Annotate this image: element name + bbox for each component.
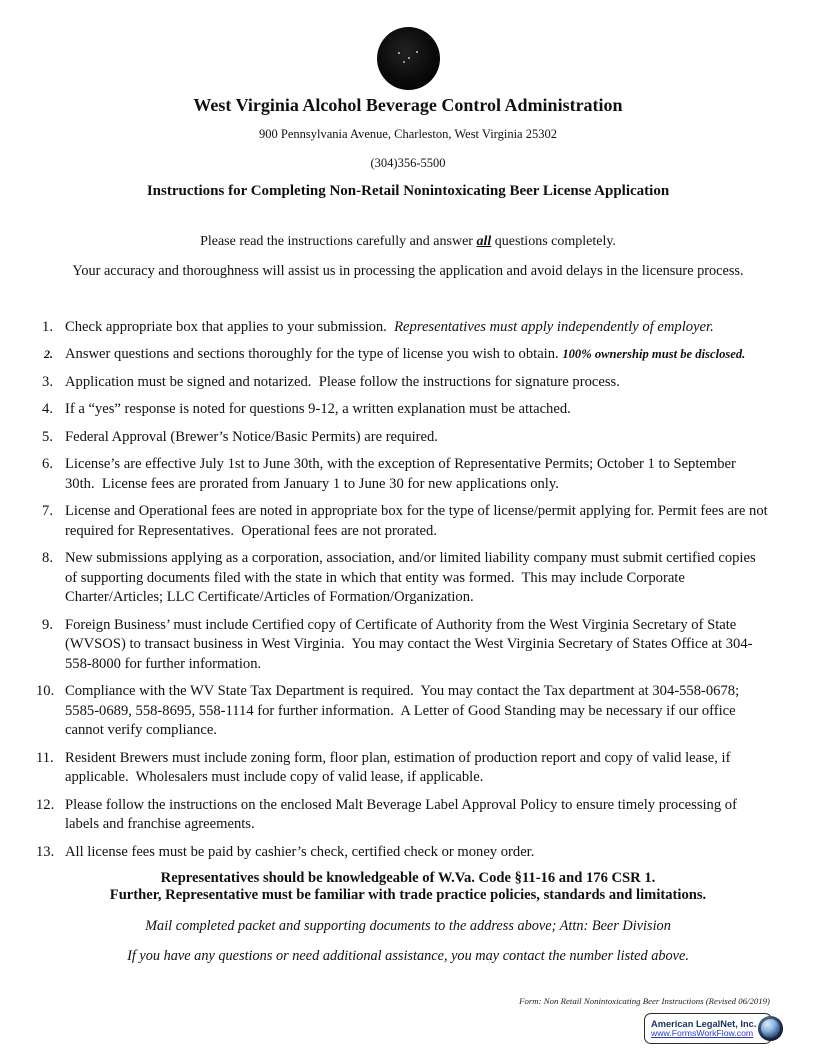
form-revision-line: Form: Non Retail Nonintoxicating Beer Instructions (Revised 06/2019) [519, 996, 770, 1006]
instruction-number: 12. [36, 796, 55, 813]
instruction-text [53, 318, 768, 338]
instruction-item-8 [36, 549, 768, 608]
wv-abca-seal-icon [377, 27, 440, 90]
org-name: West Virginia Alcohol Beverage Control Administration [193, 95, 623, 115]
questions-note: If you have any questions or need additional assistance, you may contact the number listed above. [127, 948, 689, 965]
instruction-text: If a “yes” response is noted for questions 9-12, a written explanation must be attached. [65, 401, 571, 418]
instruction-number: 6. [42, 456, 53, 473]
instruction-number: 8. [42, 550, 53, 567]
org-address: 900 Pennsylvania Avenue, Charleston, West Virginia 25302 [259, 126, 557, 141]
representative-code-note-line-1: Representatives should be knowledgeable of W.Va. Code §11-16 and 176 CSR 1. [160, 870, 656, 887]
instruction-item-5 [36, 428, 768, 448]
instruction-item-4 [36, 400, 768, 420]
formsworkflow-link[interactable]: www.FormsWorkFlow.com [651, 1027, 754, 1038]
instruction-text: Foreign Business’ must include Certified copy of Certificate of Authority from the West Virginia Secretary of State (WVSOS) to transact business in West Virginia. You may contact the West Virginia Secretary of States Office at 304-558-8000 for further information. [65, 616, 753, 672]
instruction-item-11 [36, 749, 768, 788]
instruction-number: 1. [42, 318, 53, 335]
instruction-number: 4. [42, 401, 53, 418]
instruction-item-12 [36, 796, 768, 835]
intro-all-emphasis: all [476, 233, 492, 249]
instruction-text: Application must be signed and notarized. Please follow the instructions for signature process. [65, 373, 620, 390]
instruction-item-7 [36, 502, 772, 541]
instruction-number: 13. [36, 843, 55, 860]
instruction-number: 11. [36, 749, 54, 766]
instruction-number: 7. [42, 503, 53, 520]
american-legalnet-name: American LegalNet, Inc. [651, 1018, 757, 1029]
instruction-text: Federal Approval (Brewer’s Notice/Basic Permits) are required. [65, 428, 438, 445]
instruction-number: 10. [36, 683, 55, 700]
intro-line-1 [0, 234, 816, 250]
instruction-text-main: Check appropriate box that applies to your submission. [65, 318, 395, 335]
document-title: Instructions for Completing Non-Retail Nonintoxicating Beer License Application [146, 182, 670, 199]
instruction-number: 3. [42, 373, 53, 390]
instruction-number: 2. [44, 347, 53, 362]
instruction-text: License and Operational fees are noted in appropriate box for the type of license/permit applying for. Permit fees are not required for Representatives. Operational fees are not prorated. [65, 503, 772, 539]
instruction-text: License’s are effective July 1st to June 30th, with the exception of Representative Permits; October 1 to September 30th. License fees are prorated from January 1 to June 30 for new applications only. [65, 456, 740, 492]
instruction-item-3 [36, 373, 768, 393]
instruction-text: Resident Brewers must include zoning form, floor plan, estimation of production report and copy of valid lease, if applicable. Wholesalers must include copy of valid lease, if applicable. [65, 749, 735, 786]
instruction-text: All license fees must be paid by cashier’s check, certified check or money order. [65, 843, 535, 860]
instruction-emphasis: 100% ownership must be disclosed. [562, 347, 746, 362]
instruction-number: 5. [42, 428, 53, 445]
instruction-item-2 [36, 345, 768, 365]
instruction-emphasis: Representatives must apply independently of employer. [394, 318, 714, 335]
instruction-text: Compliance with the WV State Tax Department is required. You may contact the Tax department at 304-558-0678; 5585-0689, 558-8695, 558-1114 for further information. A Letter of Good Standing may be necessary if our office cannot verify compliance. [65, 683, 743, 739]
intro-line-1-pre: Please read the instructions carefully and answer [200, 233, 477, 249]
mailing-note: Mail completed packet and supporting documents to the address above; Attn: Beer Division [145, 918, 671, 935]
org-phone: (304)356-5500 [370, 155, 446, 170]
american-legalnet-text [651, 1019, 756, 1039]
instruction-text: Please follow the instructions on the enclosed Malt Beverage Label Approval Policy to ensure timely processing of labels and franchise agreements. [65, 796, 741, 833]
american-legalnet-badge [644, 1013, 772, 1044]
instruction-item-6 [36, 455, 768, 494]
instruction-text: New submissions applying as a corporation, association, and/or limited liability company must submit certified copies of supporting documents filed with the state in which that entity was formed. This may include Corporate Charter/Articles; LLC Certificate/Articles of Formation/Organization. [65, 550, 760, 606]
instruction-list [36, 318, 772, 863]
intro-line-2: Your accuracy and thoroughness will assist us in processing the application and avoid delays in the licensure process. [72, 262, 744, 279]
instruction-number: 9. [42, 616, 53, 633]
representative-code-note [0, 870, 816, 903]
representative-code-note-line-2: Further, Representative must be familiar with trade practice policies, standards and limitations. [109, 886, 707, 903]
instruction-text-main: Answer questions and sections thoroughly for the type of license you wish to obtain. [65, 346, 563, 363]
legalnet-globe-icon [758, 1016, 783, 1041]
instruction-text [53, 345, 768, 365]
instruction-item-1 [36, 318, 768, 338]
instruction-item-9 [36, 616, 768, 675]
instruction-item-13 [36, 843, 768, 863]
intro-line-1-post: questions completely. [491, 233, 616, 249]
instruction-item-10 [36, 682, 768, 741]
